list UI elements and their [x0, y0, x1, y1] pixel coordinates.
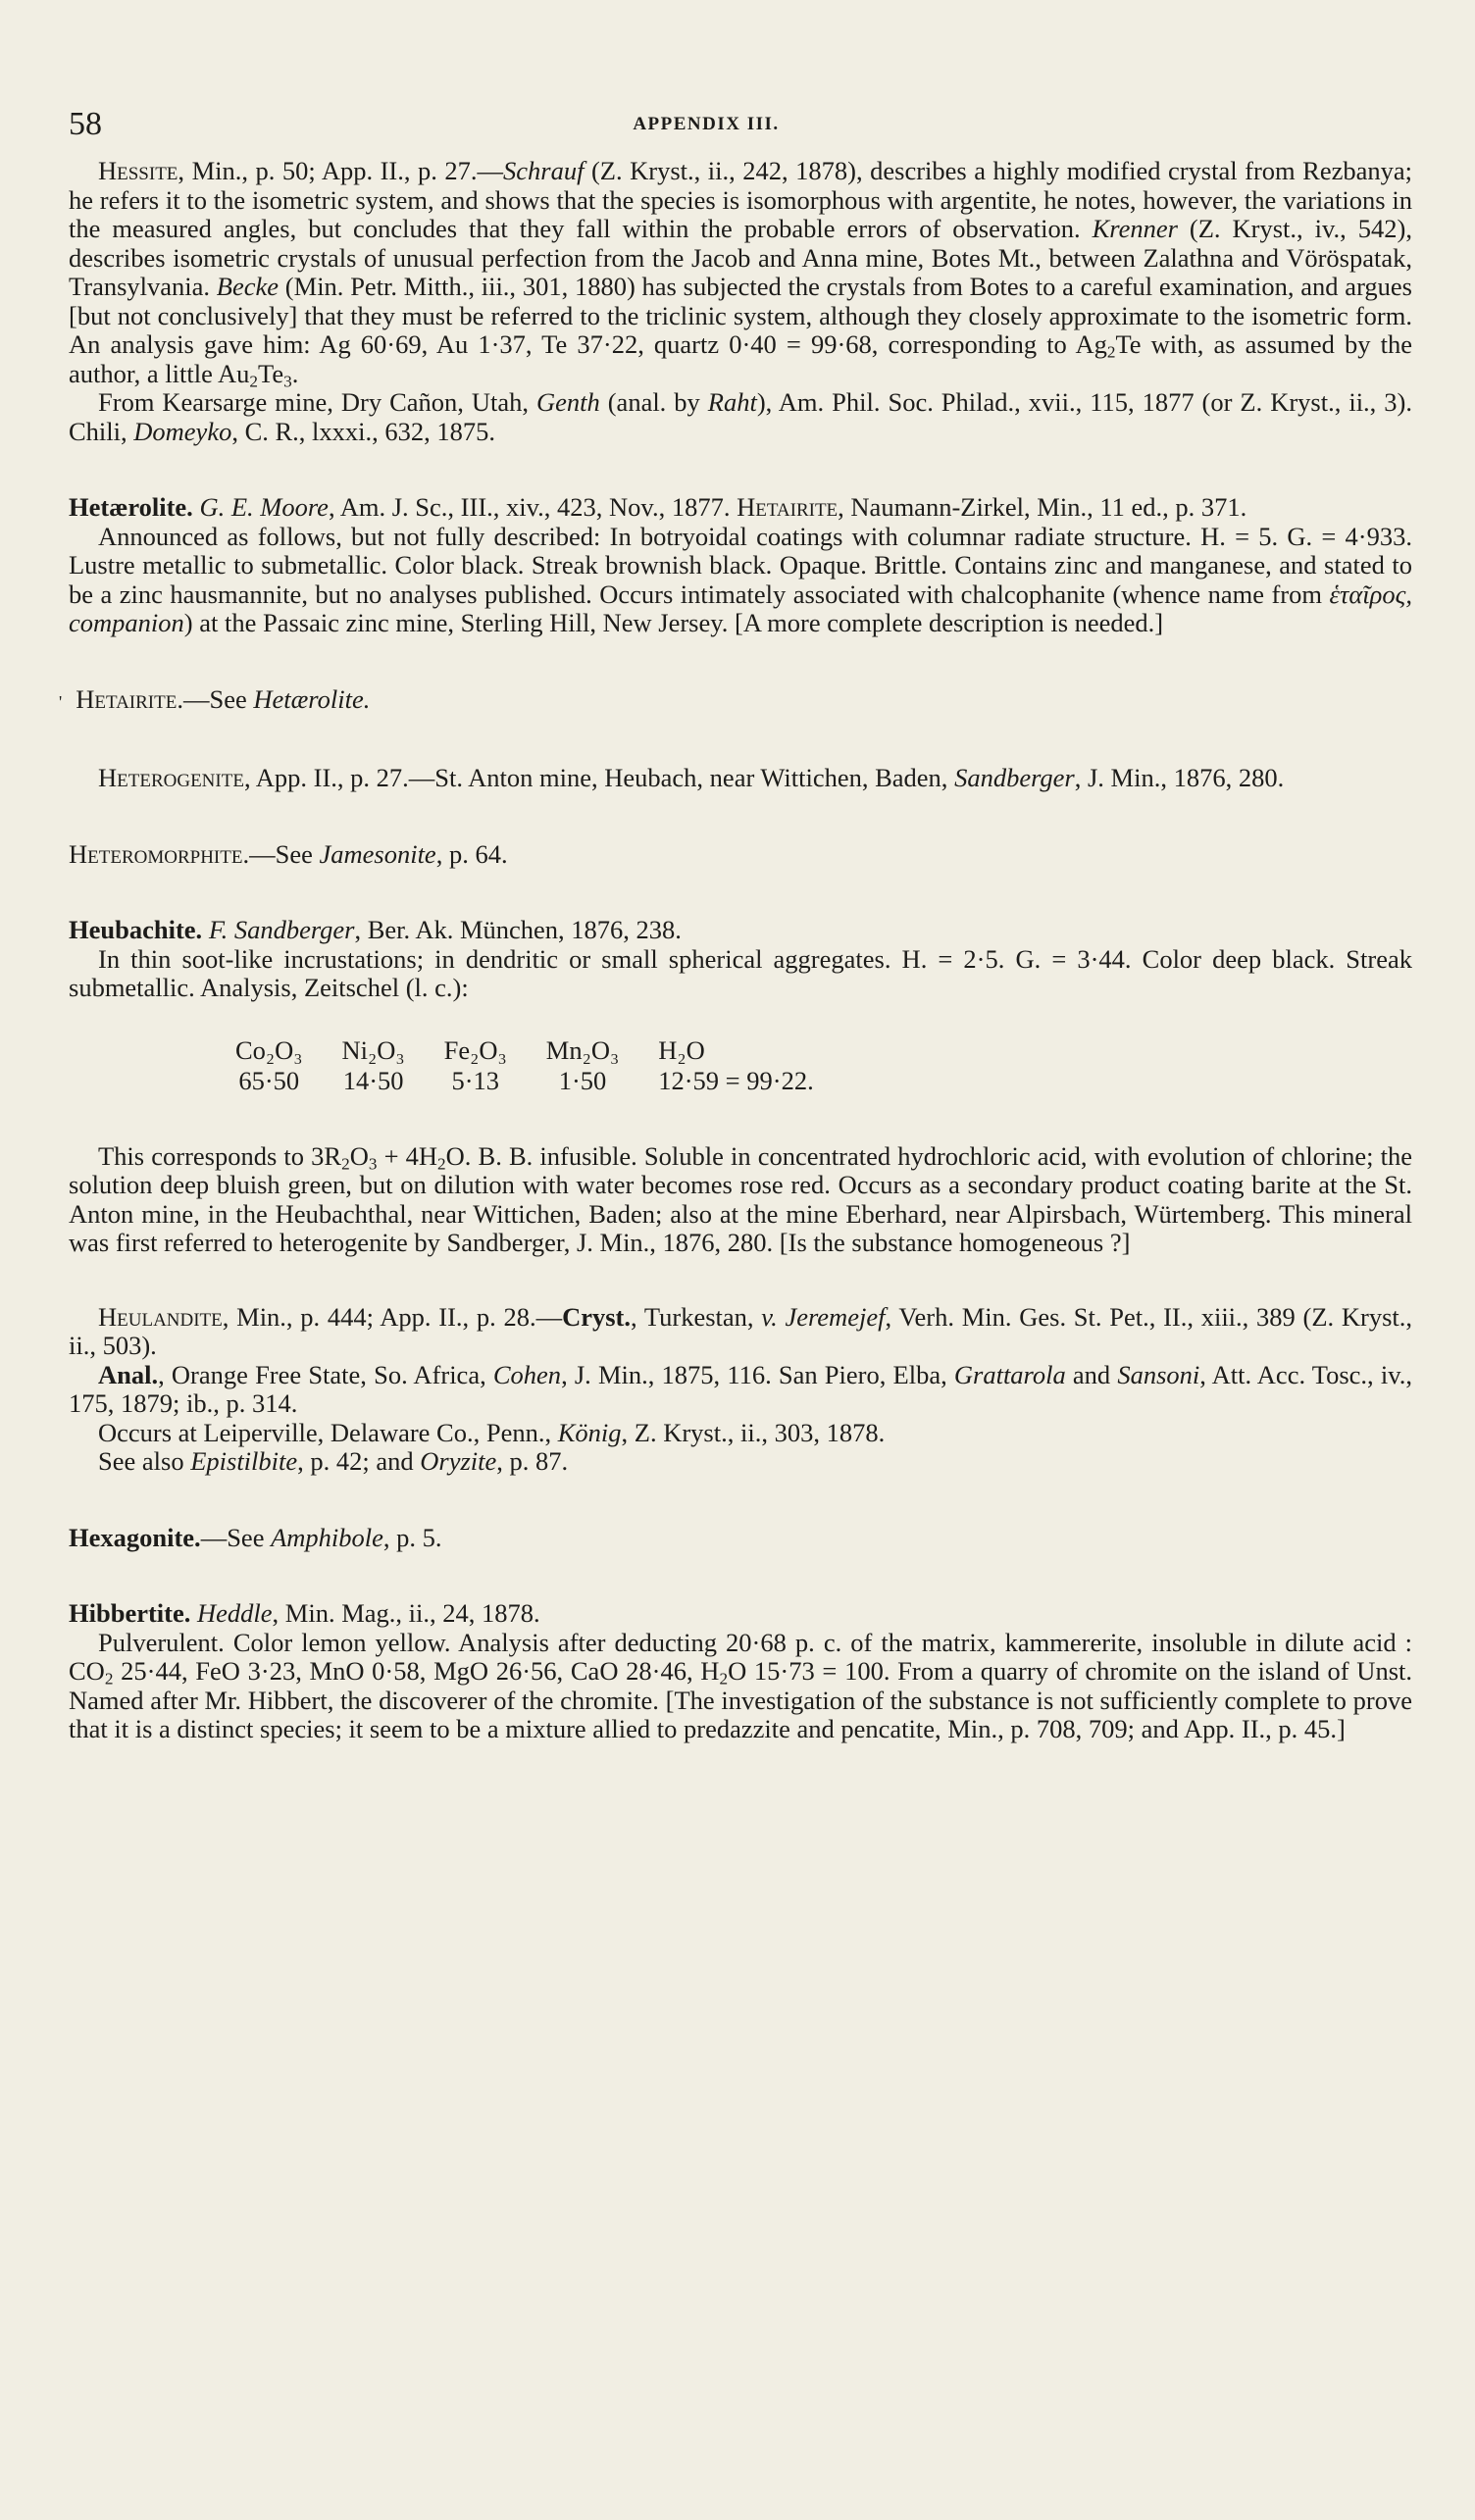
- hetaerolite-heading: Hetærolite. G. E. Moore, Am. J. Sc., III., xiv., 423, Nov., 1877. Hetairite, Naumann-Zirkel, Min., 11 ed., p. 371.: [69, 492, 1247, 522]
- heulandite-paragraph-1: Heulandite, Min., p. 444; App. II., p. 28.—Cryst., Turkestan, v. Jeremejef, Verh. Min. Ges. St. Pet., II., xiii., 389 (Z. Kryst., ii., 503).: [69, 1301, 1412, 1360]
- heubachite-notes: This corresponds to $3R_2O_3 + 4H_2O$. B. B. infusible. Soluble in concentrated hydrochloric acid, with evolution of chlorine; the solution deep bluish green, but on dilution with water becomes rose red. Occurs as a secondary product coating barite at the St. Anton mine, in the Heubachthal, near Wittichen, Baden; also at the mine Eberhard, near Alpirsbach, Würtemberg. This mineral was first referred to heterogenite by Sandberger, J. Min., 1876, 280. [Is the substance homogeneous ?]: [69, 1140, 1412, 1257]
- analysis-header-cell: Ni₂O₃: [341, 1034, 405, 1065]
- heulandite-paragraph-3: Occurs at Leiperville, Delaware Co., Penn., König, Z. Kryst., ii., 303, 1878.: [98, 1417, 886, 1447]
- page-content: [59, 156, 1412, 1791]
- heteromorphite-line: Heteromorphite.—See Jamesonite, p. 64.: [69, 838, 508, 869]
- heterogenite-line: Heterogenite, App. II., p. 27.—St. Anton mine, Heubach, near Wittichen, Baden, Sandberger, J. Min., 1876, 280.: [98, 763, 1285, 792]
- entry-title: Heterogenite: [98, 763, 244, 792]
- analysis-value-row: [235, 1067, 853, 1097]
- analysis-header-row: [235, 1036, 853, 1067]
- entry-title: Hetærolite.: [69, 492, 193, 522]
- entry-heubachite: [69, 916, 1412, 1258]
- margin-mark: ': [59, 691, 63, 712]
- running-title: APPENDIX III.: [633, 114, 780, 134]
- entry-title: Heubachite.: [69, 915, 203, 944]
- heubachite-description: In thin soot-like incrustations; in dendritic or small spherical aggregates. H. = 2·5. G. = 3·44. Color deep black. Streak submetallic. Analysis, Zeitschel (l. c.):: [69, 943, 1412, 1002]
- heulandite-paragraph-4: See also Epistilbite, p. 42; and Oryzite, p. 87.: [98, 1446, 569, 1476]
- entry-title: Hexagonite.: [69, 1522, 201, 1552]
- entry-hessite: [69, 157, 1412, 446]
- analysis-header-cell: Co₂O₃: [235, 1034, 303, 1065]
- hibbertite-heading: Hibbertite. Heddle, Min. Mag., ii., 24, 1878.: [69, 1598, 540, 1628]
- hessite-paragraph-1: Hessite, Min., p. 50; App. II., p. 27.—Schrauf (Z. Kryst., ii., 242, 1878), describes a highly modified crystal from Rezbanya; he refers it to the isometric system, and shows that the species is isomorphous with argentite, he notes, however, the variations in the measured angles, but concludes that they fall within the probable errors of observation. Krenner (Z. Kryst., iv., 542), describes isometric crystals of unusual perfection from the Jacob and Anna mine, Botes Mt., between Zalathna and Vöröspatak, Transylvania. Becke (Min. Petr. Mitth., iii., 301, 1880) has subjected the crystals from Botes to a careful examination, and argues [but not conclusively] that they must be referred to the triclinic system, although they closely approximate to the isometric form. An analysis gave him: Ag 60·69, Au 1·37, Te 37·22, quartz 0·40 = 99·68, corresponding to $Ag_2Te$ with, as assumed by the author, a little $Au_2Te_3$.: [69, 156, 1412, 390]
- entry-title: Hessite: [98, 156, 178, 185]
- analysis-header-cell: Fe₂O₃: [443, 1034, 507, 1065]
- entry-hexagonite: [69, 1524, 1412, 1553]
- analysis-value-cell: 12·59 = 99·22.: [658, 1065, 814, 1095]
- hessite-paragraph-2: From Kearsarge mine, Dry Cañon, Utah, Genth (anal. by Raht), Am. Phil. Soc. Philad., xvii., 115, 1877 (or Z. Kryst., ii., 3). Chili, Domeyko, C. R., lxxxi., 632, 1875.: [69, 387, 1412, 446]
- hibbertite-description: Pulverulent. Color lemon yellow. Analysis after deducting 20·68 p. c. of the matrix, kammererite, insoluble in dilute acid : $CO_2$ 25·44, FeO 3·23, MnO 0·58, MgO 26·56, CaO 28·46, $H_2O$ 15·73 = 100. From a quarry of chromite on the island of Unst. Named after Mr. Hibbert, the discoverer of the chromite. [The investigation of the substance is not sufficiently complete to prove that it is a distinct species; it seem to be a mixture allied to predazzite and pencatite, Min., p. 708, 709; and App. II., p. 45.]: [69, 1627, 1412, 1743]
- entry-title: Hibbertite.: [69, 1598, 191, 1628]
- analysis-value-cell: 1·50: [558, 1065, 607, 1095]
- analysis-table: [235, 1036, 853, 1097]
- hetairite-line: ' Hetairite.—See Hetærolite.: [59, 683, 371, 714]
- hexagonite-line: Hexagonite.—See Amphibole, p. 5.: [69, 1522, 442, 1552]
- analysis-header-cell: Mn₂O₃: [545, 1034, 620, 1065]
- entry-title: Hetairite: [76, 683, 178, 714]
- page-header: [69, 106, 1412, 149]
- entry-heterogenite: [69, 764, 1412, 793]
- heulandite-paragraph-2: Anal., Orange Free State, So. Africa, Cohen, J. Min., 1875, 116. San Piero, Elba, Grattarola and Sansoni, Att. Acc. Tosc., iv., 175, 1879; ib., p. 314.: [69, 1359, 1412, 1418]
- heubachite-heading: Heubachite. F. Sandberger, Ber. Ak. München, 1876, 238.: [69, 915, 682, 944]
- entry-heulandite: [69, 1303, 1412, 1477]
- entry-hetaerolite: [69, 493, 1412, 638]
- page-number: 58: [69, 106, 102, 142]
- analysis-value-cell: 65·50: [238, 1065, 300, 1095]
- entry-heteromorphite: [69, 840, 1412, 870]
- analysis-value-cell: 5·13: [451, 1065, 500, 1095]
- entry-title: Heulandite: [98, 1301, 223, 1332]
- analysis-value-cell: 14·50: [342, 1065, 404, 1095]
- hetaerolite-description: Announced as follows, but not fully described: In botryoidal coatings with columnar radiate structure. H. = 5. G. = 4·933. Lustre metallic to submetallic. Color black. Streak brownish black. Opaque. Brittle. Contains zinc and manganese, and stated to be a zinc hausmannite, but no analyses published. Occurs intimately associated with chalcophanite (whence name from ἑταῖρος, companion) at the Passaic zinc mine, Sterling Hill, New Jersey. [A more complete description is needed.]: [69, 521, 1412, 637]
- entry-title: Heteromorphite: [69, 838, 243, 869]
- entry-hetairite: [59, 683, 1412, 718]
- entry-hibbertite: [69, 1599, 1412, 1744]
- analysis-header-cell: H₂O: [658, 1034, 705, 1065]
